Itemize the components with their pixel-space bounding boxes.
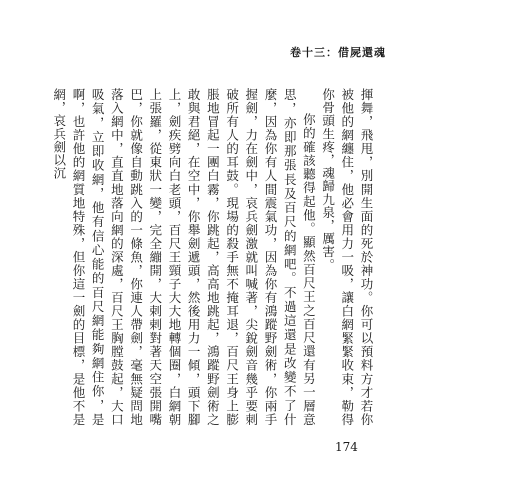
paragraph: 你的確該聽得起他。顯然百尺王之百尺還有另一層意思，亦即那張長及百尺的網吧。不過這還是改變不了什麼，因為你有人間震氣功，因為你有鴻蹤野劍術，你兩手握劍，力在劍中，哀兵劍激就叫喊著，尖銳劍音幾乎要刺破所有人的耳鼓。現場的殺手無不掩耳退，百尺王身上膨脹地冒起一團白霧，你跳起，高高地跳起，鴻蹤野劍術之敢與君絕，在空中，你舉劍遞頭，然後用力一傾，頭下腳上，劍疾劈向白老頭，百尺王頸子大大地轉個圈，白網朝上張羅，從東狀一變，完全繃開，大剌剌對著天空張開嘴巴，你就像自動跳入的一條魚，你連人帶劍，毫無疑問地落入網中，直直地落向網的深處，百尺王胸膛鼓起，大口吸氣，立即收網，他有信心能的百尺網能夠網住你，是啊，也許他的網質地特殊，但你這一劍的目標，是他不是網，哀兵劍以沉	[51, 88, 317, 426]
page-number: 174	[335, 440, 358, 454]
body-text	[51, 88, 376, 426]
running-head: 卷十三：借屍還魂	[290, 46, 386, 59]
paragraph: 揮舞，飛甩，別開生面的死於神功。你可以預料方才若你被他的網纏住，他必會用力一吸，讓白網緊緊收束，勒得你骨頭生疼，魂歸九泉，厲害。	[320, 88, 374, 426]
